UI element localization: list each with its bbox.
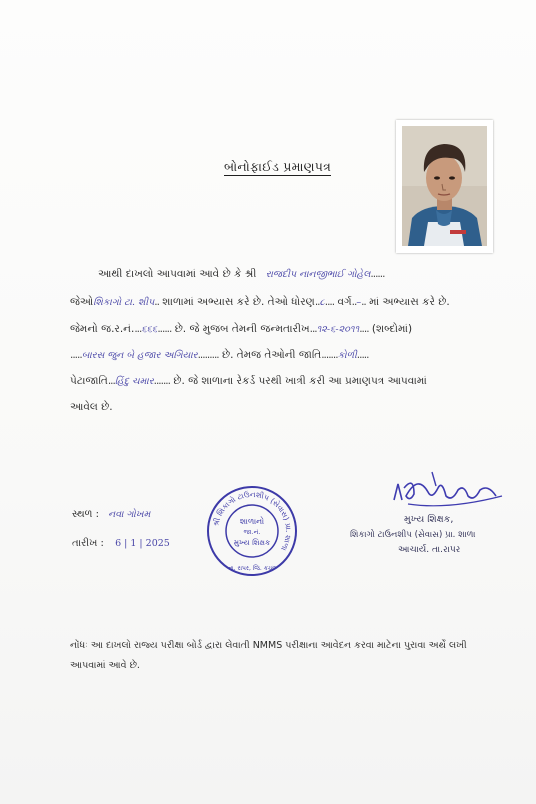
principal-signature <box>388 466 508 514</box>
dots: ......... <box>197 349 219 361</box>
certificate-title: બોનોફાઈડ પ્રમાણપત્ર <box>224 159 331 174</box>
body-line-1-text: આથી દાખલો આપવામાં આવે છે કે શ્રી <box>98 268 257 280</box>
body-line-3-prefix: જેમનો જ.ર.નં. <box>70 323 135 335</box>
dots: .. <box>351 296 357 308</box>
division-value: – <box>356 297 362 308</box>
signature-line-2: શિકાગો ટાઉનશીપ (સેવાસ) પ્રા. શાળા <box>350 530 476 540</box>
gr-number: ૬૬૬ <box>141 324 158 335</box>
seal-ring-text: શ્રી શિકાગો ટાઉનશીપ (સેવાસ) પ્રા. શાળા <box>211 489 294 553</box>
dots: .. <box>361 296 366 308</box>
dots: ..... <box>70 349 82 361</box>
dots: ....... <box>153 375 170 387</box>
dots: ....... <box>321 349 338 361</box>
body-line-3 <box>70 323 412 336</box>
seal-center-line1: શાળાનો <box>239 517 265 526</box>
dots: ... <box>134 323 142 335</box>
signature-line-1: મુખ્ય શિક્ષક, <box>404 514 454 525</box>
student-name: રાજદીપ નાનજીભાઈ ગોહેલ <box>265 269 371 280</box>
dots: ... <box>107 375 115 387</box>
dots: .. <box>314 296 320 308</box>
dots: ...... <box>157 323 172 335</box>
birth-date-words: બારસ જુન બે હજાર અગિયાર <box>81 350 198 361</box>
birth-date: ૧૨-૬-૨૦૧૧ <box>316 324 360 335</box>
body-line-2-prefix: જેઓ <box>70 296 94 308</box>
dots: .... <box>324 296 335 308</box>
signature-line-3: આચાર્ય. તા.રાપર <box>398 545 461 555</box>
body-line-4-mid: છે. તેમજ તેઓની જાતિ <box>221 349 322 361</box>
body-line-1 <box>98 268 384 281</box>
grade-value: ૮ <box>319 297 325 308</box>
body-line-4 <box>70 349 369 362</box>
place-label: સ્થળ : <box>72 509 99 520</box>
place-value: નવા ગોખમ <box>108 509 151 520</box>
body-line-5-prefix: પેટાજાતિ <box>70 375 108 387</box>
date-row <box>72 538 170 549</box>
body-line-3-mid: છે. જે મુજબ તેમની જન્મતારીખ <box>174 323 310 335</box>
date-label: તારીખ : <box>72 538 104 549</box>
seal-bottom-text: તા. રાપર, જિ. કચ્છ <box>228 565 276 572</box>
place-row <box>72 509 150 520</box>
body-line-2-suffix: માં અભ્યાસ કરે છે. <box>369 296 450 308</box>
body-line-5-suffix: છે. જે શાળાના રેકર્ડ પરથી ખાત્રી કરી આ પ્રમાણપત્ર આપવામાં <box>173 375 427 387</box>
body-line-6: આવેલ છે. <box>70 401 113 413</box>
date-value: 6 | 1 | 2025 <box>115 538 170 549</box>
dots: ..... <box>356 349 369 361</box>
dots: ...... <box>370 268 385 280</box>
dots: ... <box>309 323 317 335</box>
body-line-2-mid2: વર્ગ <box>337 296 352 308</box>
body-line-2-mid: શાળામાં અભ્યાસ કરે છે. તેઓ ધોરણ <box>162 296 315 308</box>
body-line-3-suffix: (શબ્દોમાં) <box>371 323 413 335</box>
school-seal <box>205 484 299 578</box>
sub-caste-value: હિંદુ ચમાર <box>114 376 154 387</box>
dots: .. <box>154 296 159 308</box>
student-photo <box>402 126 487 246</box>
seal-center-line2: જા.નં. <box>243 528 261 536</box>
body-line-5 <box>70 375 427 388</box>
note-line-2: આપવામાં આવે છે. <box>70 660 140 671</box>
school-name: શિકાગો ટા. શીપ <box>93 297 155 308</box>
seal-center-line3: મુખ્ય શિક્ષક <box>233 538 271 547</box>
note-line-1: નોંધઃ આ દાખલો રાજ્ય પરીક્ષા બોર્ડ દ્વારા લેવાતી NMMS પરીક્ષાના આવેદન કરવા માટેના પુરાવા અર્થે લખી <box>70 640 467 651</box>
dots: .... <box>359 323 369 335</box>
caste-value: કોળી <box>337 350 357 361</box>
body-line-2 <box>70 296 450 309</box>
student-photo-frame <box>396 120 493 253</box>
